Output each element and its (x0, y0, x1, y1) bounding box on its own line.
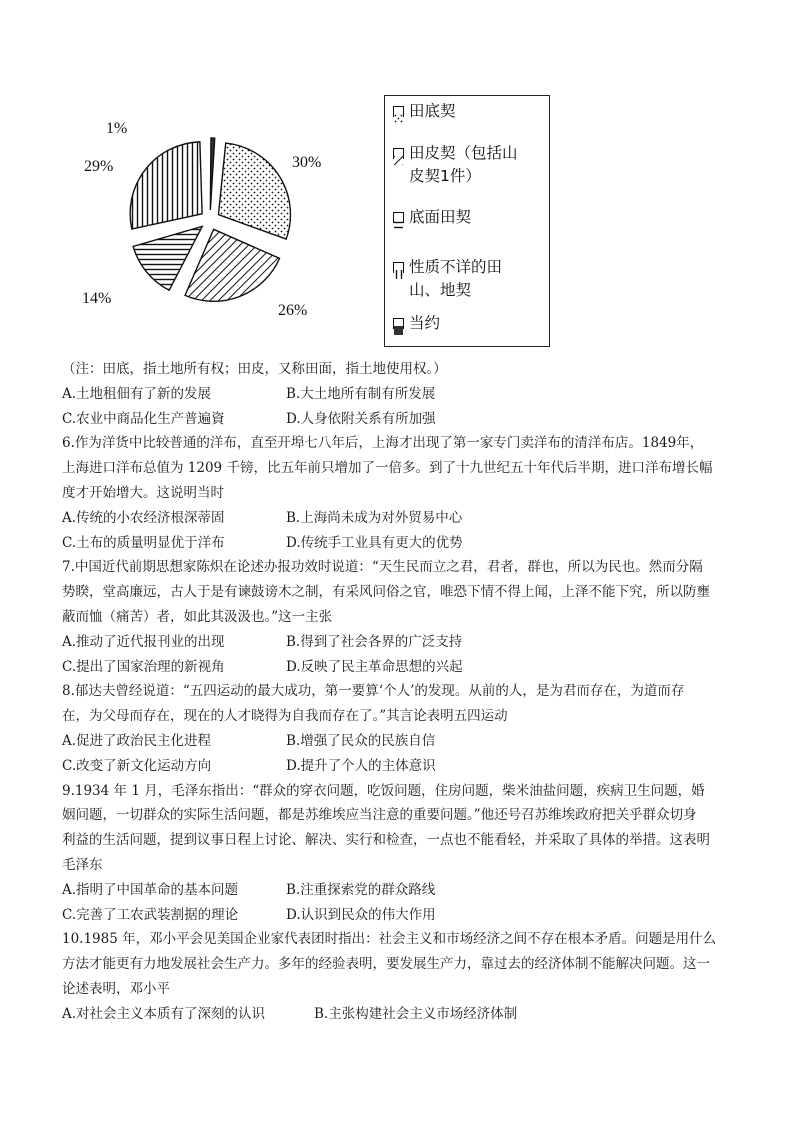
q9-option-b[interactable]: B.注重探索党的群众路线 (286, 881, 436, 898)
q8-option-b[interactable]: B.增强了民众的民族自信 (286, 732, 436, 749)
pie-slice-solid (210, 138, 214, 210)
q10-option-a[interactable]: A.对社会主义本质有了深刻的认识 (62, 1005, 266, 1022)
horizontal-swatch-icon (393, 212, 404, 223)
pct-label-tiandi: 30% (292, 154, 322, 171)
q8-option-a[interactable]: A.促进了政治民主化进程 (62, 732, 212, 749)
q5-option-c[interactable]: C.农业中商品化生产普遍資 (62, 410, 225, 427)
question-6 (62, 431, 742, 555)
q7-option-b[interactable]: B.得到了社会各界的广泛支持 (286, 633, 463, 650)
q5-option-d[interactable]: D.人身依附关系有所加强 (286, 410, 436, 427)
question-10 (62, 927, 742, 1026)
q8-stem-line: 8.郁达夫曾经说道：“五四运动的最大成功，第一要算‘个人’的发现。从前的人，是为君而存在，为道而存 (62, 683, 685, 700)
q5-option-b[interactable]: B.大土地所有制有所发展 (286, 385, 436, 402)
q9-option-a[interactable]: A.指明了中国革命的基本问题 (62, 881, 239, 898)
q7-stem-line: 7.中国近代前期思想家陈炽在论述办报功效时说道：“天生民而立之君，君者，群也，所以为民也。然而分隔 (62, 559, 703, 576)
q9-stem-line: 毛泽东 (62, 856, 103, 873)
q7-stem-line: 蔽而恤（痛苦）者，如此其汲汲也。”这一主张 (62, 608, 333, 625)
q6-option-a[interactable]: A.传统的小农经济根深蒂固 (62, 509, 225, 526)
pie-chart (70, 92, 370, 337)
q8-option-c[interactable]: C.改变了新文化运动方向 (62, 757, 212, 774)
chart-note: （注：田底，指土地所有权；田皮，又称田面，指土地使用权。） (62, 361, 447, 377)
q6-stem-line: 6.作为洋货中比较普通的洋布，直至开埠七八年后，上海才出现了第一家专门卖洋布的清洋布店。1849年， (62, 435, 704, 452)
q10-stem-line: 10.1985 年，邓小平会见美国企业家代表团时指出：社会主义和市场经济之间不存在根本矛盾。问题是用什么 (62, 931, 717, 948)
q5-option-a[interactable]: A.土地租佃有了新的发展 (62, 385, 212, 402)
legend-item-tianpi: 田皮契（包括山 皮契1件） (393, 142, 518, 188)
q6-option-c[interactable]: C.土布的质量明显优于洋布 (62, 534, 225, 551)
pie-slice-dots (218, 143, 290, 239)
q9-option-d[interactable]: D.认识到民众的伟大作用 (286, 906, 436, 923)
pie-slice-vertical (130, 142, 202, 229)
q9-stem-line: 9.1934 年 1 月，毛泽东指出：“群众的穿衣问题，吃饭问题，住房问题，柴米油盐问题，疾病卫生问题，婚 (62, 782, 705, 799)
solid-swatch-icon (393, 318, 404, 329)
question-7 (62, 555, 742, 679)
q10-option-b[interactable]: B.主张构建社会主义市场经济体制 (314, 1005, 518, 1022)
pie-slice-diagonal (185, 229, 279, 301)
q6-stem-line: 上海进口洋布总值为 1209 千镑，比五年前只增加了一倍多。到了十九世纪五十年代后半期，进口洋布增长幅 (62, 460, 713, 477)
q7-stem-line: 势睽，堂高廉远，古人于是有谏鼓谤木之制，有采风问俗之官，唯恐下情不得上闻，上泽不能下究，所以防壅 (62, 584, 710, 601)
question-9 (62, 779, 742, 928)
question-8 (62, 679, 742, 778)
diagonal-swatch-icon (393, 148, 404, 159)
pct-label-tianpi: 26% (278, 302, 308, 319)
legend-item-tiandi: 田底契 (393, 100, 456, 123)
q6-option-d[interactable]: D.传统手工业具有更大的优势 (286, 534, 463, 551)
q7-option-d[interactable]: D.反映了民主革命思想的兴起 (286, 658, 463, 675)
q7-option-a[interactable]: A.推动了近代报刊业的出现 (62, 633, 225, 650)
q5-options-row-1 (62, 382, 742, 407)
q9-stem-line: 利益的生活问题，提到议事日程上讨论、解决、实行和检查，一点也不能看轻，并采取了具体的举措。这表明 (62, 832, 710, 849)
q6-stem-line: 度才开始增大。这说明当时 (62, 484, 224, 501)
pct-label-dang-yue: 1% (106, 120, 128, 137)
q10-stem-line: 方法才能更有力地发展社会生产力。多年的经验表明，要发展生产力，靠过去的经济体制不能解决问题。这一 (62, 956, 710, 973)
question-text-body (62, 357, 742, 1027)
q8-option-d[interactable]: D.提升了个人的主体意识 (286, 757, 436, 774)
q5-options-row-2 (62, 407, 742, 432)
legend-item-dang-yue: 当约 (393, 312, 440, 335)
q9-stem-line: 姻问题，一切群众的实际生活问题，都是苏维埃应当注意的重要问题。”他还号召苏维埃政府把关乎群众切身 (62, 807, 697, 824)
legend-item-dimian: 底面田契 (393, 206, 471, 229)
pct-label-unknown: 29% (84, 158, 114, 175)
chart-legend (384, 95, 550, 347)
vertical-swatch-icon (393, 262, 404, 273)
q6-option-b[interactable]: B.上海尚未成为对外贸易中心 (286, 509, 463, 526)
dots-swatch-icon (393, 106, 404, 117)
q7-option-c[interactable]: C.提出了国家治理的新视角 (62, 658, 225, 675)
legend-item-unknown: 性质不详的田 山、地契 (393, 256, 502, 302)
q8-stem-line: 在，为父母而存在，现在的人才晓得为自我而存在了。”其言论表明五四运动 (62, 708, 508, 725)
q10-stem-line: 论述表明，邓小平 (62, 980, 170, 997)
pct-label-dimian: 14% (82, 290, 112, 307)
q9-option-c[interactable]: C.完善了工农武装割据的理论 (62, 906, 239, 923)
